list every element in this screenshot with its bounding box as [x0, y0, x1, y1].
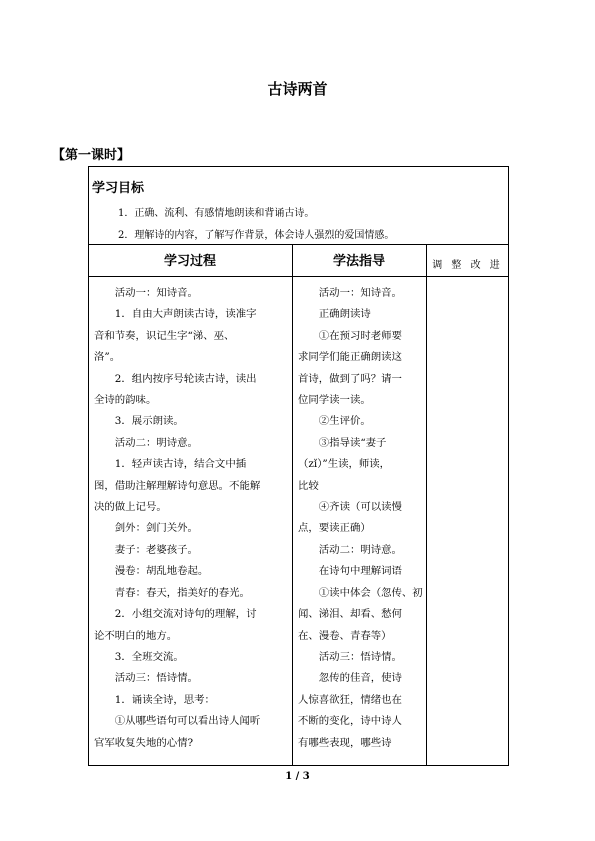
guidance-line: 在诗句中理解词语: [318, 565, 402, 578]
process-line: 论不明白的地方。: [94, 629, 178, 642]
guidance-line: 位同学读一读。: [298, 394, 371, 407]
process-line: 2．组内按序号轮读古诗，读出: [114, 372, 257, 385]
table-divider-header: [88, 276, 509, 277]
guidance-line: 有哪些表现，哪些诗: [298, 736, 392, 749]
process-line: 音和节奏，识记生字“涕、巫、: [94, 329, 235, 342]
guidance-line: 首诗，做到了吗？请一: [298, 372, 402, 385]
process-line: 1．自由大声朗读古诗，读准字: [114, 308, 257, 321]
guidance-line: 点，要读正确）: [298, 522, 371, 535]
header-process: 学习过程: [163, 254, 216, 269]
process-line: 决的做上记号。: [94, 501, 167, 514]
process-line: 3．展示朗读。: [114, 415, 184, 428]
lesson-label: 【第一课时】: [52, 148, 131, 163]
guidance-line: 求同学们能正确朗读这: [298, 351, 402, 364]
guidance-line: ③指导读“妻子: [318, 436, 387, 449]
process-line: 活动二：明诗意。: [114, 436, 198, 449]
process-line: 洛”。: [94, 351, 121, 364]
process-line: 剑外：剑门关外。: [114, 522, 198, 535]
process-line: 妻子：老婆孩子。: [114, 543, 198, 556]
process-line: 3．全班交流。: [114, 650, 184, 663]
process-line: 活动一：知诗音。: [114, 287, 198, 299]
objective-item: 1．正确、流利、有感情地朗读和背诵古诗。: [118, 208, 315, 219]
process-line: 图，借助注解理解诗句意思。不能解: [94, 479, 261, 492]
process-line: 官军收复失地的心情?: [94, 736, 194, 749]
process-line: 2．小组交流对诗句的理解，讨: [114, 608, 257, 621]
guidance-line: （zǐ）”生读，师读，: [298, 458, 391, 471]
guidance-line: 在、漫卷、青春等）: [298, 629, 392, 642]
page-number: 1 / 3: [285, 771, 310, 782]
objective-item: 2．理解诗的内容，了解写作背景，体会诗人强烈的爱国情感。: [118, 230, 395, 241]
guidance-line: 人惊喜欲狂，情绪也在: [298, 693, 402, 706]
objectives-heading: 学习目标: [92, 181, 145, 196]
process-line: 活动三：悟诗情。: [114, 672, 198, 685]
process-line: 1．轻声读古诗，结合文中插: [114, 458, 247, 471]
process-line: 漫卷：胡乱地卷起。: [114, 565, 209, 578]
process-column: [94, 283, 290, 754]
guidance-line: 活动一：知诗音。: [318, 287, 402, 299]
process-line: 全诗的韵味。: [94, 394, 157, 407]
page-title: 古诗两首: [267, 80, 328, 98]
process-line: 青春：春天，指美好的春光。: [114, 586, 250, 599]
header-guidance: 学法指导: [332, 254, 385, 269]
header-adjust: 调 整 改 进: [432, 260, 503, 271]
guidance-line: 正确朗读诗: [318, 308, 371, 321]
guidance-line: ①在预习时老师要: [318, 329, 402, 342]
guidance-column: [298, 283, 424, 754]
guidance-line: 活动二：明诗意。: [318, 543, 402, 556]
column-divider-guidance: [426, 244, 427, 766]
process-line: ①从哪些语句可以看出诗人闻听: [114, 715, 261, 728]
guidance-line: ④齐读（可以读慢: [318, 501, 402, 514]
process-line: 1．诵读全诗，思考：: [114, 693, 215, 706]
guidance-line: 活动三：悟诗情。: [318, 650, 402, 663]
guidance-line: ②生评价。: [318, 415, 371, 428]
guidance-line: 不断的变化，诗中诗人: [298, 715, 402, 728]
table-divider-objectives: [88, 244, 509, 245]
column-divider-process: [292, 244, 293, 766]
guidance-line: 忽传的佳音，使诗: [318, 672, 402, 685]
guidance-line: ①读中体会（忽传、初: [318, 586, 423, 599]
guidance-line: 闻、涕泪、却看、愁何: [298, 608, 402, 621]
guidance-line: 比较: [298, 479, 319, 492]
